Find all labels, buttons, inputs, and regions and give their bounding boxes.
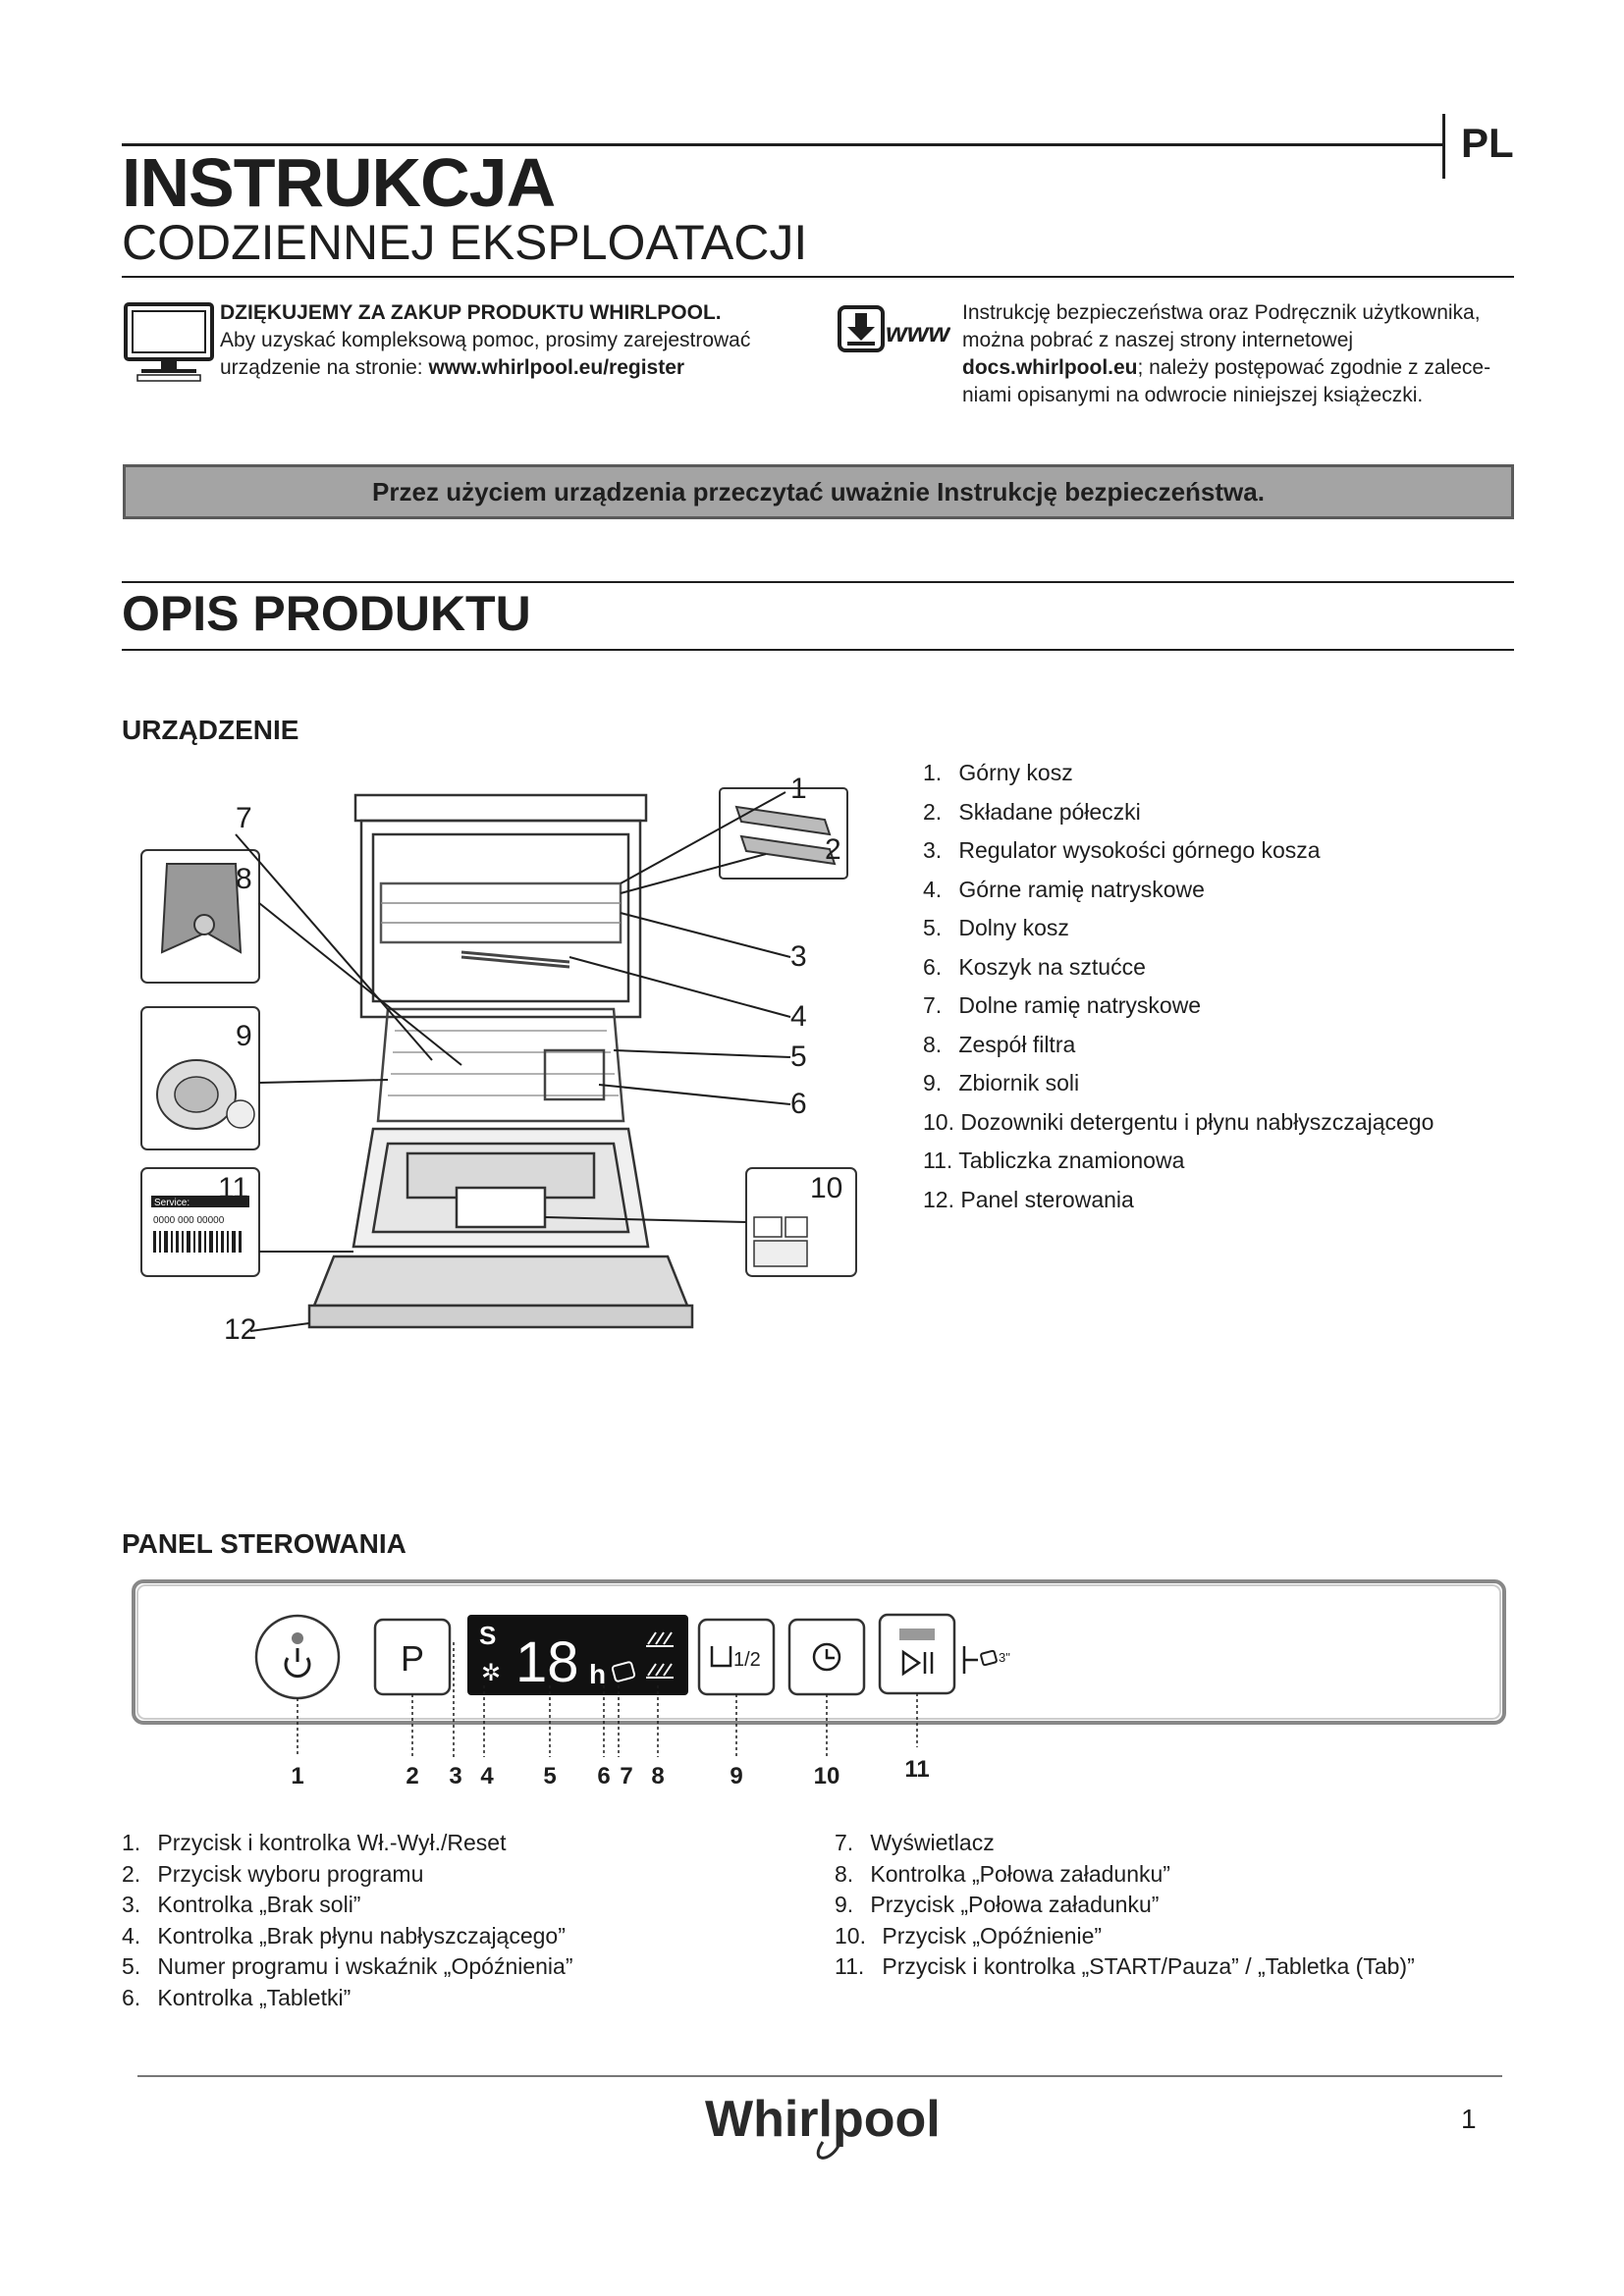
control-panel-list-right <box>835 1828 1415 1983</box>
power-led-icon <box>292 1632 303 1644</box>
control-panel-heading: PANEL STEROWANIA <box>122 1528 406 1559</box>
language-divider <box>1442 114 1445 179</box>
appliance-heading: URZĄDZENIE <box>122 715 299 745</box>
diagram-callout-3: 3 <box>790 940 807 973</box>
download-line-2: można pobrać z naszej strony internetowej <box>962 329 1354 351</box>
download-line-4: niami opisanymi na odwrocie niniejszej książeczki. <box>962 384 1424 406</box>
list-item: 1. Górny kosz <box>923 760 1073 785</box>
panel-callout-2: 2 <box>406 1763 419 1789</box>
list-item: 6. Kontrolka „Tabletki” <box>122 1984 352 2010</box>
header-bottom-rule <box>122 276 1514 278</box>
list-item: 5. Dolny kosz <box>923 915 1069 940</box>
display-delay-unit: h <box>589 1659 607 1689</box>
footer-rule <box>137 2075 1502 2077</box>
safety-warning-box <box>123 464 1514 519</box>
program-button-label: P <box>400 1638 425 1679</box>
list-item: 2. Składane półeczki <box>923 798 1141 825</box>
list-item: 2. Przycisk wyboru programu <box>122 1860 424 1887</box>
list-item: 6. Koszyk na sztućce <box>923 953 1146 980</box>
list-item: 9. Zbiornik soli <box>923 1070 1080 1095</box>
safety-warning-text: Przez użyciem urządzenia przeczytać uważnie Instrukcję bezpieczeństwa. <box>372 476 1265 507</box>
page-number: 1 <box>1461 2104 1477 2134</box>
register-heading: DZIĘKUJEMY ZA ZAKUP PRODUKTU WHIRLPOOL. <box>220 301 722 324</box>
list-item: 7. Wyświetlacz <box>835 1830 995 1855</box>
register-line-1: Aby uzyskać kompleksową pomoc, prosimy zarejestrować <box>220 329 751 351</box>
panel-callout-9: 9 <box>730 1763 743 1789</box>
diagram-callout-11: 11 <box>218 1172 249 1204</box>
download-line-1: Instrukcję bezpieczeństwa oraz Podręcznik użytkownika, <box>962 301 1481 324</box>
diagram-callout-2: 2 <box>825 833 841 866</box>
appliance-parts-list <box>923 754 1434 1219</box>
diagram-callout-5: 5 <box>790 1041 807 1073</box>
panel-callout-3: 3 <box>449 1763 462 1789</box>
diagram-callout-7: 7 <box>236 802 252 834</box>
diagram-callout-10: 10 <box>810 1172 843 1204</box>
download-line-3-suffix: ; należy postępować zgodnie z zalece- <box>1137 356 1491 379</box>
section-title: OPIS PRODUKTU <box>122 586 531 641</box>
panel-callout-6: 6 <box>597 1763 611 1789</box>
tablet-hint-label: 3" <box>999 1650 1010 1665</box>
list-item: 8. Kontrolka „Połowa załadunku” <box>835 1860 1170 1887</box>
diagram-callout-4: 4 <box>790 1000 807 1033</box>
download-icon <box>837 304 950 355</box>
list-item: 9. Przycisk „Połowa załadunku” <box>835 1892 1160 1917</box>
section-top-rule <box>122 581 1514 583</box>
panel-callout-5: 5 <box>543 1763 557 1789</box>
display-program-number: 18 <box>515 1630 579 1694</box>
rinse-aid-indicator-icon: ✲ <box>481 1660 502 1686</box>
list-item: 12. Panel sterowania <box>923 1186 1134 1212</box>
brand-wordmark: Whirlpool <box>705 2091 937 2148</box>
start-pause-led-icon <box>899 1629 935 1640</box>
control-panel-diagram <box>128 1575 1512 1791</box>
half-load-label: 1/2 <box>733 1649 761 1671</box>
control-panel-list-left <box>122 1828 573 2013</box>
list-item: 1. Przycisk i kontrolka Wł.-Wył./Reset <box>122 1830 507 1855</box>
rating-plate-code: 0000 000 00000 <box>153 1215 225 1226</box>
list-item: 8. Zespół filtra <box>923 1031 1076 1057</box>
list-item: 10. Dozowniki detergentu i płynu nabłyszczającego <box>923 1108 1435 1135</box>
panel-callout-11: 11 <box>904 1756 930 1783</box>
language-code: PL <box>1461 120 1514 166</box>
list-item: 4. Górne ramię natryskowe <box>923 876 1205 902</box>
list-item: 3. Regulator wysokości górnego kosza <box>923 837 1321 863</box>
register-link[interactable]: www.whirlpool.eu/register <box>428 356 685 379</box>
panel-callout-4: 4 <box>480 1763 494 1789</box>
diagram-callout-6: 6 <box>790 1088 807 1120</box>
salt-indicator-icon: S <box>479 1621 497 1650</box>
list-item: 3. Kontrolka „Brak soli” <box>122 1892 361 1917</box>
list-item: 10. Przycisk „Opóźnienie” <box>835 1922 1103 1949</box>
download-line-3 <box>962 354 1490 382</box>
diagram-callout-12: 12 <box>224 1313 257 1346</box>
diagram-callout-9: 9 <box>236 1020 252 1052</box>
section-bottom-rule <box>122 649 1514 651</box>
list-item: 5. Numer programu i wskaźnik „Opóźnienia” <box>122 1953 573 1979</box>
panel-callout-10: 10 <box>813 1763 840 1789</box>
whirlpool-logo <box>701 2085 937 2163</box>
start-pause-button[interactable] <box>880 1615 954 1693</box>
diagram-callout-1: 1 <box>790 773 807 805</box>
panel-callout-8: 8 <box>651 1763 665 1789</box>
diagram-callout-8: 8 <box>236 863 252 895</box>
download-icon-text: www <box>886 317 950 347</box>
list-item: 11. Przycisk i kontrolka „START/Pauza” / „Tabletka (Tab)” <box>835 1953 1415 1979</box>
rating-plate-service-text: Service: <box>154 1198 190 1208</box>
panel-callout-7: 7 <box>620 1763 633 1789</box>
download-link[interactable]: docs.whirlpool.eu <box>962 356 1138 379</box>
dishwasher-diagram <box>137 756 864 1364</box>
list-item: 11. Tabliczka znamionowa <box>923 1148 1185 1173</box>
list-item: 7. Dolne ramię natryskowe <box>923 992 1202 1018</box>
document-subtitle: CODZIENNEJ EKSPLOATACJI <box>122 215 808 270</box>
list-item: 4. Kontrolka „Brak płynu nabłyszczającego” <box>122 1922 566 1949</box>
register-line-2 <box>220 354 684 382</box>
panel-callout-1: 1 <box>291 1763 304 1789</box>
computer-icon <box>122 300 216 383</box>
register-line-2-prefix: urządzenie na stronie: <box>220 356 429 379</box>
document-title: INSTRUKCJA <box>122 144 556 221</box>
